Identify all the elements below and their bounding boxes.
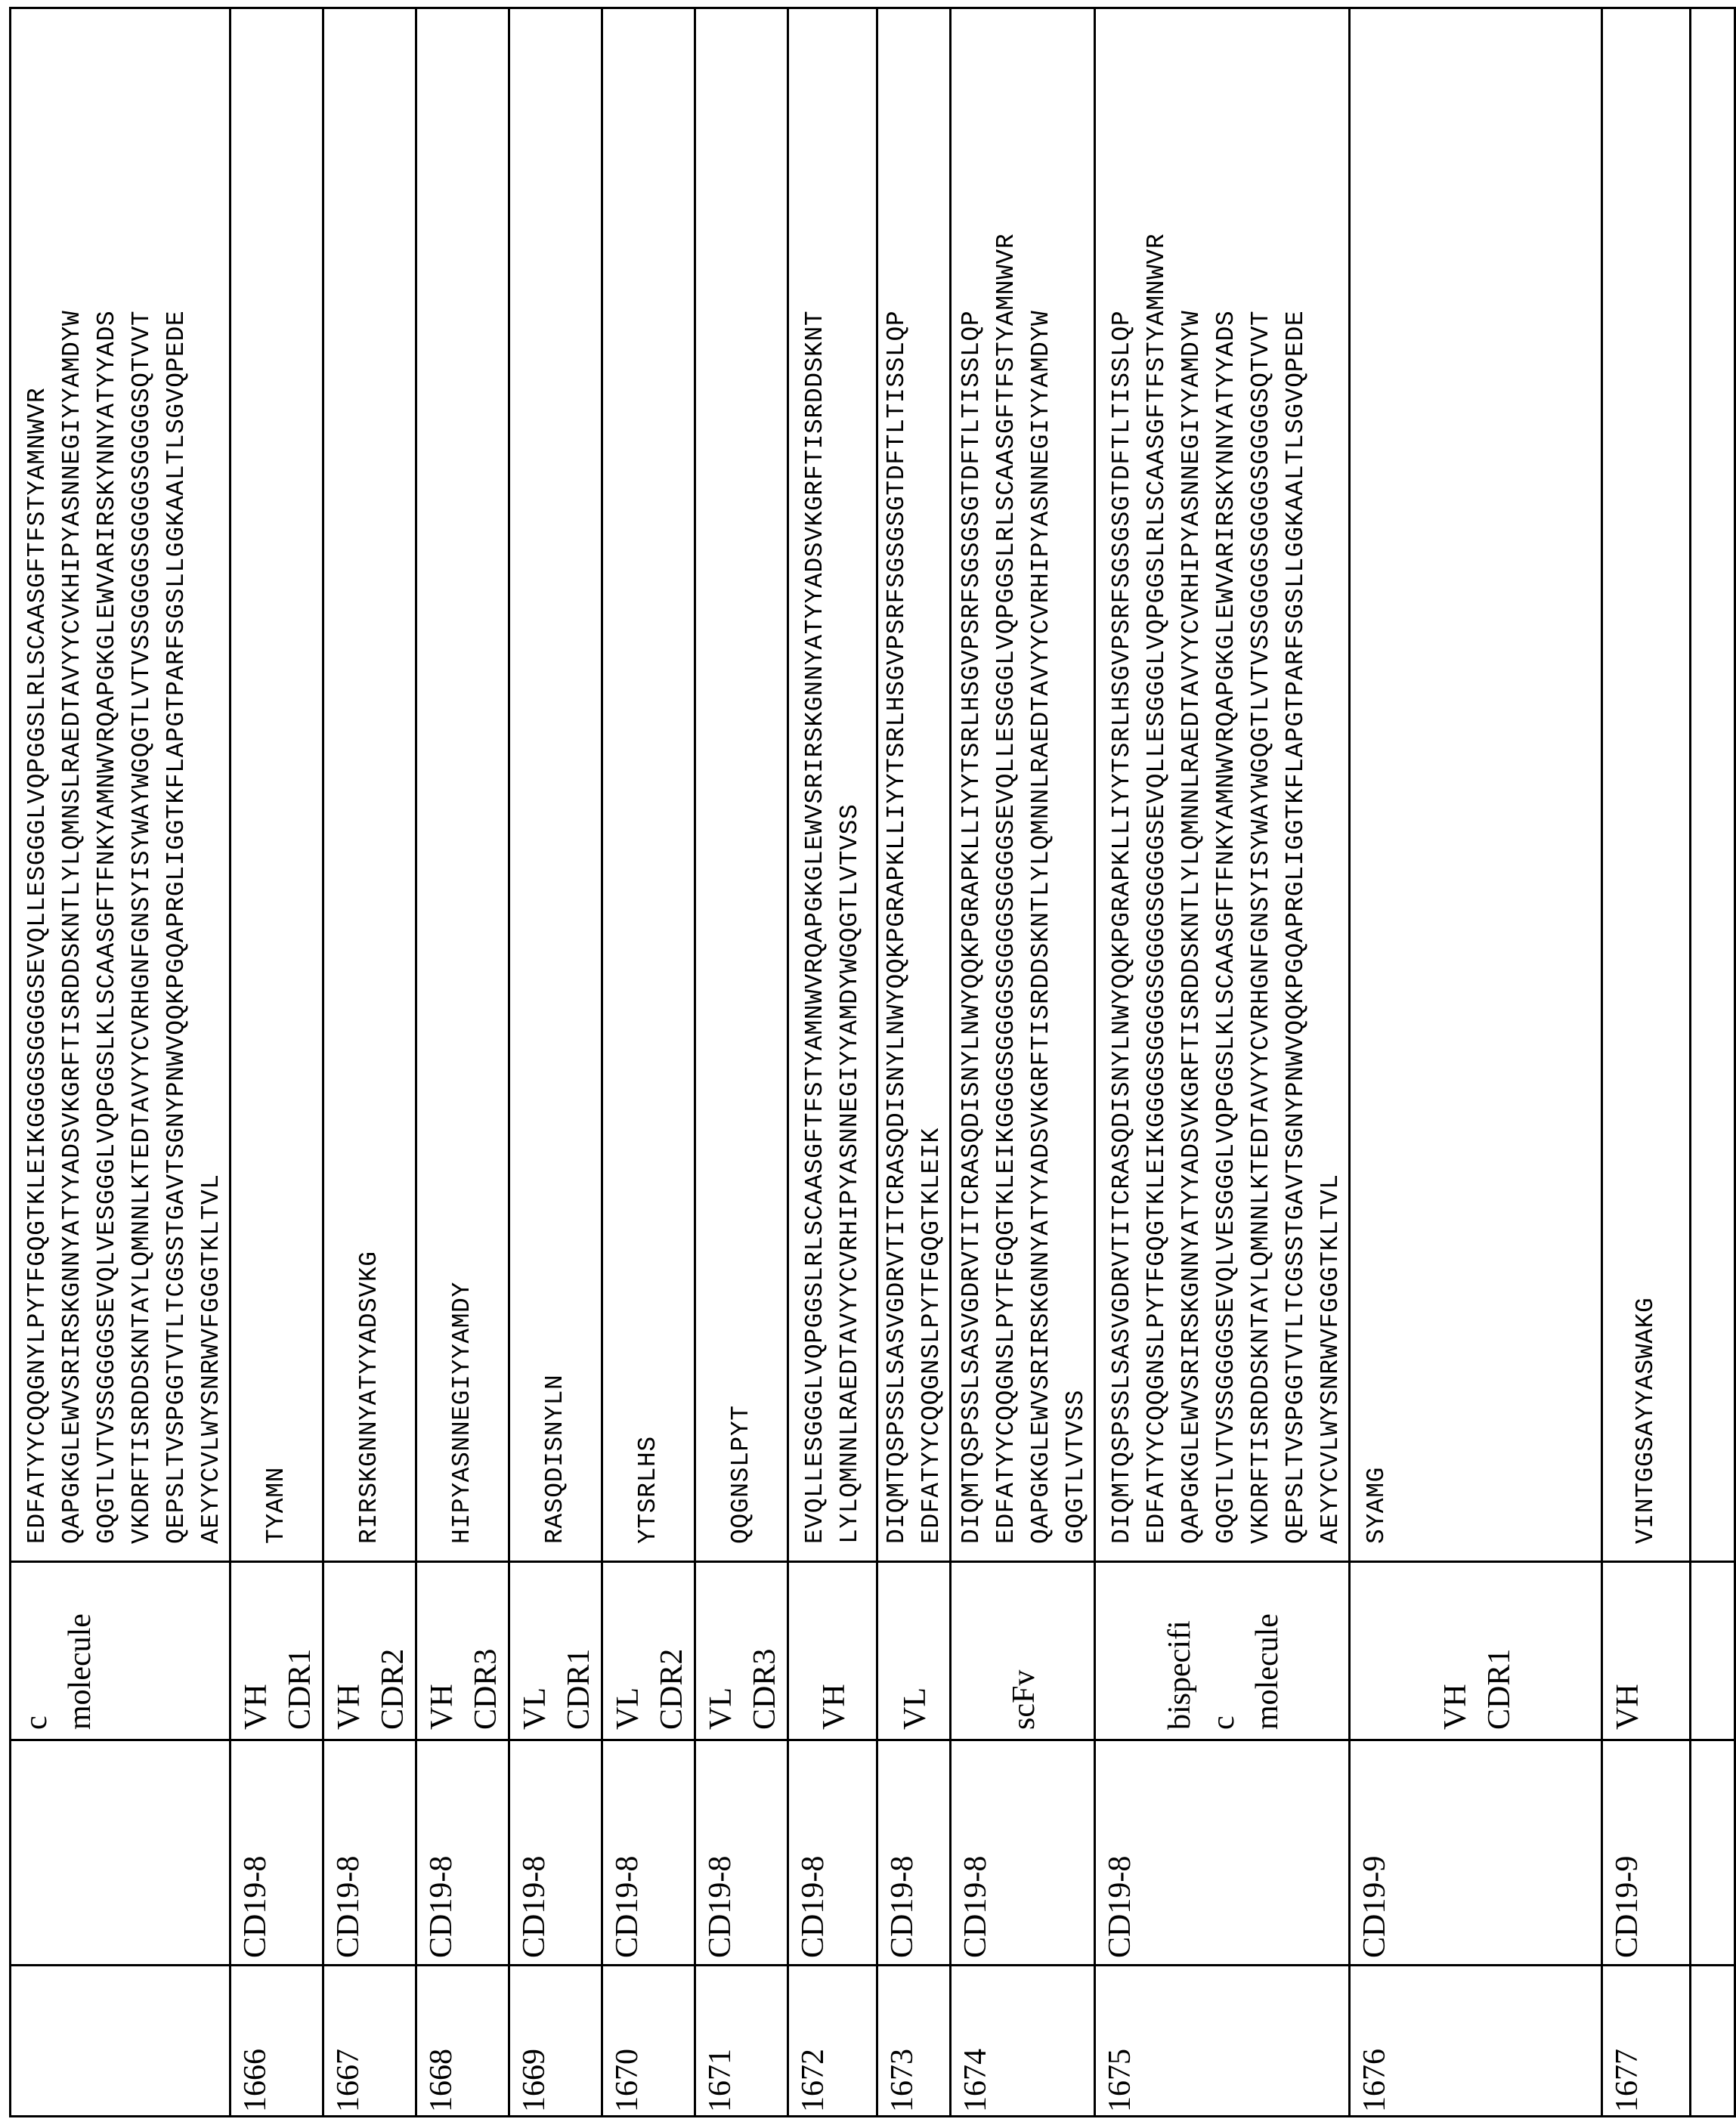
amino-acid-sequence-cell: EDFATYYCQQGNYLPYTFGQGTKLEIKGGGGSGGGGSEVQLLESGGGLVQPGGSLRLSCAASGFTFSTYAMNWVR QAPGKGLEWVSRIRSKGNNYATYYADSVKGRFTISRDDSKNTLYLQMNSLRAEDTAVYYCVKHIPYASNNEGIYYAMDYW GQGTLVTVSSGGGGSEVQLVESGGGLVQPGGSLKLSCAASGFTFNKYAMNWVRQAPGKGLEWVARIRSKYNNYATYYADS VKDRFTISRDDSKNTAYLQMNNLKTEDTAVYYCVRHGNFGNSYISYWAYWGQGTLVTVSSGGGGSGGGGSGGGGSQTVVT QEPSLTVSPGGTVTLTCGSSTGAVTSGNYPNWVQQKPGQAPRGLIGGTKFLAPGTPARFSGSLLGGKAALTLSGVQPEDE AEYYCVLWYSNRWVFGGGTKLTVL <box>11 8 231 1562</box>
seq-id-cell: 1672 <box>788 1966 877 2117</box>
seq-id-cell: 1677 <box>1602 1966 1691 2117</box>
amino-acid-sequence-cell: HIPYASNNEGIYYAMDY <box>416 8 509 1562</box>
amino-acid-sequence-cell: DIQMTQSPSSLSASVGDRVTITCRASQDISNYLNWYQQKPGRAPKLLIYYTSRLHSGVPSRFSGSGSGTDFTLTISSLQP EDFATYYCQQGNSLPYTFGQGTKLEIKGGGGSGGGGSGGGGSGGGGSEVQLLESGGGLVQPGGSLRLSCAASGFTFSTYAMNWVR QAPGKGLEWVSRIRSKGNNYATYYADSVKGRFTISRDDSKNTLYLQMNNLRAEDTAVYYCVRHIPYASNNEGIYYAMDYW GQGTLVTVSSGGGGSEVQLVESGGGLVQPGGSLKLSCAASGFTFNKYAMNWVRQAPGKGLEWVARIRSKYNNYATYYADS VKDRFTISRDDSKNTAYLQMNNLKTEDTAVYYCVRHGNFGNSYISYWAYWGQGTLVTVSSGGGGSGGGGSGGGGSQTVVT QEPSLTVSPGGTVTLTCGSSTGAVTSGNYPNWVQQKPGQAPRGLIGGTKFLAPGTPARFSGSLLGGKAALTLSGVQPEDE AEYYCVLWYSNRWVFGGGTKLTVL <box>1095 8 1350 1562</box>
molecule-type-cell <box>1691 1562 1735 1740</box>
molecule-type-cell: VH CDR1 <box>1350 1562 1602 1740</box>
seq-id-cell: 1667 <box>323 1966 416 2117</box>
molecule-type-cell: bispecifi c molecule <box>1095 1562 1350 1740</box>
molecule-type-cell: scFv <box>951 1562 1095 1740</box>
seq-id-cell: 1671 <box>695 1966 788 2117</box>
antibody-name-cell: CD19-8 <box>788 1740 877 1966</box>
table-row <box>416 8 509 2117</box>
antibody-name-cell: CD19-9 <box>1350 1740 1602 1966</box>
antibody-name-cell <box>1691 1740 1735 1966</box>
table-row <box>509 8 602 2117</box>
seq-id-cell <box>11 1966 231 2117</box>
antibody-name-cell: CD19-8 <box>1095 1740 1350 1966</box>
amino-acid-sequence-cell: EVQLLESGGGLVQPGGSLRLSCAASGFTFSTYAMNWVRQAPGKGLEWVSRIRSKGNNYATYYADSVKGRFTISRDDSKNT LYLQMNNLRAEDTAVYYCVRHIPYASNNEGIYYAMDYWGQGTLVTVSS <box>788 8 877 1562</box>
molecule-type-cell: VL CDR3 <box>695 1562 788 1740</box>
table-row <box>877 8 951 2117</box>
seq-id-cell: 1666 <box>231 1966 323 2117</box>
table-row <box>951 8 1095 2117</box>
amino-acid-sequence-cell: DIQMTQSPSSLSASVGDRVTITCRASQDISNYLNWYQQKPGRAPKLLIYYTSRLHSGVPSRFSGSGSGTDFTLTISSLQP EDFATYYCQQGNSLPYTFGQGTKLEIK <box>877 8 951 1562</box>
amino-acid-sequence-cell: VINTGGSAYYASWAKG <box>1602 8 1691 1562</box>
molecule-type-cell: VH CDR1 <box>231 1562 323 1740</box>
antibody-name-cell: CD19-8 <box>509 1740 602 1966</box>
seq-id-cell <box>1691 1966 1735 2117</box>
seq-id-cell: 1669 <box>509 1966 602 2117</box>
table-row <box>1095 8 1350 2117</box>
table-row <box>231 8 323 2117</box>
table-row <box>323 8 416 2117</box>
table-row <box>1691 8 1735 2117</box>
antibody-name-cell: CD19-8 <box>877 1740 951 1966</box>
antibody-name-cell: CD19-8 <box>416 1740 509 1966</box>
amino-acid-sequence-cell: RIRSKGNNYATYYADSVKG <box>323 8 416 1562</box>
antibody-name-cell: CD19-8 <box>602 1740 695 1966</box>
amino-acid-sequence-cell: QQGNSLPYT <box>695 8 788 1562</box>
antibody-name-cell: CD19-8 <box>231 1740 323 1966</box>
molecule-type-cell: VH CDR3 <box>416 1562 509 1740</box>
table-row <box>1602 8 1691 2117</box>
table-row <box>1350 8 1602 2117</box>
table-row <box>695 8 788 2117</box>
amino-acid-sequence-cell: DIQMTQSPSSLSASVGDRVTITCRASQDISNYLNWYQQKPGRAPKLLIYYTSRLHSGVPSRFSGSGSGTDFTLTISSLQP EDFATYYCQQGNSLPYTFGQGTKLEIKGGGGSGGGGSGGGGSGGGGSEVQLLESGGGLVQPGGSLRLSCAASGFTFSTYAMNWVR QAPGKGLEWVSRIRSKGNNYATYYADSVKGRFTISRDDSKNTLYLQMNNLRAEDTAVYYCVRHIPYASNNEGIYYAMDYW GQGTLVTVSS <box>951 8 1095 1562</box>
amino-acid-sequence-cell: RASQDISNYLN <box>509 8 602 1562</box>
table-row <box>602 8 695 2117</box>
amino-acid-sequence-cell: TYAMN <box>231 8 323 1562</box>
antibody-name-cell: CD19-8 <box>951 1740 1095 1966</box>
seq-id-cell: 1674 <box>951 1966 1095 2117</box>
molecule-type-cell: VL <box>877 1562 951 1740</box>
antibody-name-cell: CD19-8 <box>323 1740 416 1966</box>
antibody-name-cell: CD19-9 <box>1602 1740 1691 1966</box>
molecule-type-cell: VH CDR2 <box>323 1562 416 1740</box>
amino-acid-sequence-cell: SYAMG <box>1350 8 1602 1562</box>
seq-id-cell: 1670 <box>602 1966 695 2117</box>
antibody-name-cell <box>11 1740 231 1966</box>
seq-id-cell: 1675 <box>1095 1966 1350 2117</box>
molecule-type-cell: VH <box>1602 1562 1691 1740</box>
molecule-type-cell: VL CDR1 <box>509 1562 602 1740</box>
seq-id-cell: 1676 <box>1350 1966 1602 2117</box>
table-row <box>788 8 877 2117</box>
table-row <box>11 8 231 2117</box>
amino-acid-sequence-cell <box>1691 8 1735 1562</box>
molecule-type-cell: VH <box>788 1562 877 1740</box>
sequence-table <box>9 7 1736 2117</box>
amino-acid-sequence-cell: YTSRLHS <box>602 8 695 1562</box>
molecule-type-cell: VL CDR2 <box>602 1562 695 1740</box>
molecule-type-cell: c molecule <box>11 1562 231 1740</box>
seq-id-cell: 1668 <box>416 1966 509 2117</box>
seq-id-cell: 1673 <box>877 1966 951 2117</box>
antibody-name-cell: CD19-8 <box>695 1740 788 1966</box>
